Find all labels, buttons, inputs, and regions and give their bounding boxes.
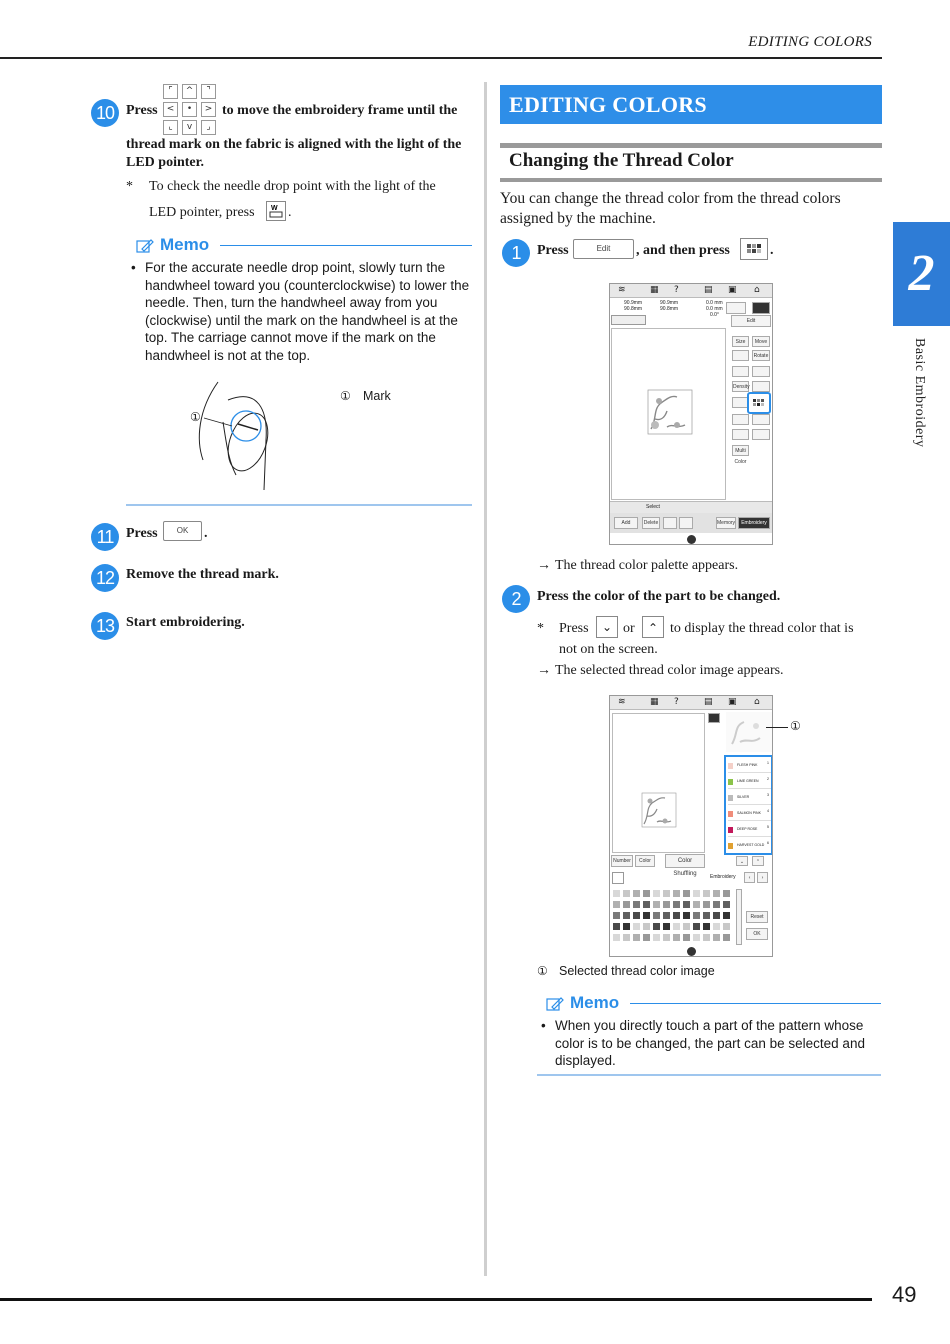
selected-thread-image — [726, 712, 772, 752]
palette-swatch[interactable] — [642, 933, 651, 942]
palette-swatch[interactable] — [702, 933, 711, 942]
palette-swatch[interactable] — [682, 900, 691, 909]
palette-swatch[interactable] — [622, 889, 631, 898]
redo-button[interactable] — [679, 517, 693, 529]
palette-swatch[interactable] — [652, 922, 661, 931]
screen-edit — [609, 283, 773, 545]
led-pointer-button[interactable] — [266, 201, 286, 221]
memo1-bottom-rule — [126, 504, 472, 506]
palette-key[interactable] — [740, 238, 768, 260]
palette-swatch[interactable] — [722, 911, 731, 920]
palette-swatch[interactable] — [662, 922, 671, 931]
flip-button[interactable] — [732, 366, 749, 377]
thread-swatch — [728, 811, 733, 817]
callout-line — [766, 727, 788, 728]
selected-part-preview — [726, 712, 772, 752]
svg-text:W: W — [271, 205, 278, 212]
step2-text: Press the color of the part to be changed. — [537, 589, 781, 604]
palette-swatch[interactable] — [712, 900, 721, 909]
arrow-downleft-icon[interactable]: ⌞ — [163, 120, 178, 135]
intro-text: You can change the thread color from the thread colors assigned by the machine. — [500, 190, 841, 227]
text-button[interactable] — [732, 414, 749, 425]
thread-name: SALMON PINK — [737, 811, 761, 815]
caption2-text: Selected thread color image — [559, 964, 715, 978]
screen2-canvas[interactable] — [612, 713, 705, 853]
note2-text-b: not on the screen. — [559, 642, 658, 657]
palette-swatch[interactable] — [692, 911, 701, 920]
step12-text: Remove the thread mark. — [126, 567, 279, 582]
palette-swatch[interactable] — [682, 922, 691, 931]
screen2-bottom-indicator — [687, 947, 696, 956]
screen1-bottom-indicator — [687, 535, 696, 544]
result2-arrow: → — [537, 663, 551, 678]
step10-text-b: thread mark on the fabric is aligned with the light of the LED pointer. — [126, 137, 462, 170]
result1-text: The thread color palette appears. — [555, 558, 739, 573]
thread-swatch — [728, 763, 733, 769]
readout-2: 90.8mm — [624, 306, 643, 312]
chevron-left-icon: ‹ — [748, 875, 751, 881]
readout-5: 0.0 mm — [706, 300, 723, 306]
home-icon: ⌂ — [754, 285, 760, 295]
chapter-tab: 2 — [893, 222, 950, 326]
color-palette-grid[interactable] — [612, 889, 734, 945]
number-button[interactable]: Number — [611, 855, 633, 867]
palette-swatch[interactable] — [642, 889, 651, 898]
palette-swatch[interactable] — [702, 889, 711, 898]
memo1-text: For the accurate needle drop point, slowly turn the handwheel toward you (counterclockwise) to lower the needle. Then, turn the handwheel away from you (clockwise) until the mark on the handwheel is at the top. The carriage cannot move if the mark on the handwheel is not at the top. — [145, 260, 470, 363]
thread-name: FLESH PINK — [737, 763, 758, 767]
palette-swatch[interactable] — [672, 889, 681, 898]
palette-swatch[interactable] — [692, 922, 701, 931]
center-dot-icon[interactable]: • — [182, 102, 197, 117]
palette-swatch[interactable] — [632, 911, 641, 920]
step-number-2: 2 — [502, 585, 530, 613]
arrow-right-icon[interactable]: > — [201, 102, 216, 117]
list-down-button[interactable] — [736, 856, 748, 866]
settings-icon: ▤ — [704, 697, 713, 707]
arrow-left-icon[interactable]: < — [163, 102, 178, 117]
lock-icon: ▣ — [728, 697, 737, 707]
ok-button[interactable]: OK — [746, 928, 768, 940]
step1-then: , and then press — [636, 243, 730, 258]
delete-button[interactable]: Delete — [642, 517, 660, 529]
step10-press: Press — [126, 103, 158, 118]
palette-swatch[interactable] — [612, 900, 621, 909]
scr-icon-c[interactable] — [752, 381, 770, 392]
note2-or: or — [623, 621, 635, 636]
note10-end: . — [288, 205, 292, 220]
palette-swatch[interactable] — [692, 900, 701, 909]
next-button[interactable] — [757, 872, 768, 883]
select-bar — [610, 501, 773, 513]
note2-press: Press — [559, 621, 589, 636]
memory-icon: ▦ — [650, 285, 659, 295]
double-chevron-up-icon: ⌃ — [647, 621, 659, 635]
help-icon: ? — [674, 697, 679, 707]
screen1-icon-btn-2[interactable] — [752, 302, 770, 314]
palette-swatch[interactable] — [692, 933, 701, 942]
thread-number: 3 — [767, 793, 769, 797]
palette-swatch[interactable] — [682, 933, 691, 942]
color-shuffling-button[interactable]: Color Shuffling — [665, 854, 705, 868]
thread-swatch — [728, 779, 733, 785]
chapter-tab-label: Basic Embroidery — [912, 338, 927, 448]
arrow-upright-icon[interactable]: ⌝ — [201, 84, 216, 99]
palette-swatch[interactable] — [702, 911, 711, 920]
memo1-title: Memo — [160, 235, 210, 254]
color-palette-icon — [741, 239, 767, 259]
result2-text: The selected thread color image appears. — [555, 663, 784, 678]
palette-swatch[interactable] — [652, 900, 661, 909]
palette-button-highlight[interactable] — [747, 392, 771, 414]
running-header: EDITING COLORS — [748, 34, 872, 50]
settings-icon: ▤ — [704, 285, 713, 295]
multi-color-button[interactable]: Multi Color — [732, 445, 749, 456]
palette-swatch[interactable] — [722, 922, 731, 931]
current-color-swatch — [612, 872, 624, 884]
memo2-rule — [630, 1003, 881, 1004]
rotate-button[interactable]: Rotate — [752, 350, 770, 361]
memo2-title: Memo — [570, 993, 620, 1012]
palette-swatch[interactable] — [662, 911, 671, 920]
palette-swatch[interactable] — [722, 889, 731, 898]
step13-text: Start embroidering. — [126, 615, 245, 630]
readout-1: 90.9mm — [624, 300, 643, 306]
palette-swatch[interactable] — [682, 889, 691, 898]
palette-swatch[interactable] — [642, 900, 651, 909]
scr-icon-a[interactable] — [732, 350, 749, 361]
thread-item-1[interactable] — [728, 760, 771, 773]
note10-line2: LED pointer, press — [149, 205, 255, 220]
double-chevron-down-icon: ⌄ — [601, 620, 613, 634]
palette-swatch[interactable] — [652, 911, 661, 920]
palette-swatch[interactable] — [672, 933, 681, 942]
ok-key[interactable]: OK — [163, 521, 202, 541]
caption2-num: ① — [537, 964, 548, 978]
subsection-title: Changing the Thread Color — [509, 150, 734, 171]
screen2-callout: ① — [790, 719, 801, 733]
led-pointer-icon — [267, 202, 285, 220]
step1-press: Press — [537, 243, 569, 258]
chevron-right-icon: › — [761, 875, 764, 881]
move-button[interactable]: Move — [752, 336, 770, 347]
memory-icon: ▦ — [650, 697, 659, 707]
footer-rule — [0, 1298, 872, 1301]
palette-swatch[interactable] — [632, 889, 641, 898]
palette-swatch[interactable] — [682, 911, 691, 920]
memo1-rule — [220, 245, 472, 246]
readout-6: 0.0 mm — [706, 306, 723, 312]
screen1-icon-btn-1[interactable] — [726, 302, 746, 314]
screen1-top-bar — [610, 284, 773, 298]
thread-number: 6 — [767, 841, 769, 845]
thread-item-3[interactable] — [728, 792, 771, 805]
arrow-upleft-icon[interactable]: ⌜ — [163, 84, 178, 99]
palette-swatch[interactable] — [702, 900, 711, 909]
color-button[interactable]: Color — [635, 855, 655, 867]
subsection-bar-bottom — [500, 178, 882, 182]
thread-swatch — [728, 843, 733, 849]
palette-swatch[interactable] — [672, 922, 681, 931]
thread-list[interactable] — [724, 755, 773, 855]
thread-item-2[interactable] — [728, 776, 771, 789]
palette-swatch[interactable] — [712, 889, 721, 898]
header-rule — [0, 57, 882, 59]
screen2-top-bar — [610, 696, 773, 710]
select-label: Select — [646, 504, 660, 510]
palette-swatch[interactable] — [632, 933, 641, 942]
palette-swatch[interactable] — [622, 900, 631, 909]
palette-swatch[interactable] — [672, 900, 681, 909]
embroidery-button[interactable]: Embroidery — [738, 517, 770, 529]
handwheel-illustration — [188, 380, 288, 495]
step-number-12: 12 — [91, 564, 119, 592]
arrow-key-grid — [163, 84, 217, 136]
palette-swatch[interactable] — [652, 889, 661, 898]
palette-swatch[interactable] — [662, 889, 671, 898]
palette-swatch[interactable] — [622, 911, 631, 920]
palette-swatch[interactable] — [622, 933, 631, 942]
color-palette-icon — [749, 394, 769, 412]
thread-swatch — [728, 795, 733, 801]
memo-pencil-icon — [546, 996, 564, 1012]
screen-color-palette — [609, 695, 773, 957]
step10-text-a: to move the embroidery frame until the — [222, 103, 458, 118]
palette-swatch[interactable] — [692, 889, 701, 898]
figure-legend-text: Mark — [363, 389, 391, 403]
readout-4: 90.8mm — [660, 306, 679, 312]
scroll-down-button[interactable] — [596, 616, 618, 638]
result1-arrow: → — [537, 558, 551, 573]
wifi-icon: ≋ — [618, 697, 626, 707]
memo-pencil-icon — [136, 238, 154, 254]
palette-swatch[interactable] — [642, 911, 651, 920]
palette-swatch[interactable] — [672, 911, 681, 920]
double-chevron-down-icon: ⌄ — [739, 859, 745, 865]
scr-icon-e[interactable] — [752, 414, 770, 425]
size-button[interactable]: Size — [732, 336, 749, 347]
reset-button[interactable]: Reset — [746, 911, 768, 923]
palette-swatch[interactable] — [722, 933, 731, 942]
undo-button[interactable] — [663, 517, 677, 529]
palette-scrollbar[interactable] — [736, 889, 742, 945]
zoom-tools[interactable] — [611, 315, 646, 325]
palette-swatch[interactable] — [702, 922, 711, 931]
page-number: 49 — [892, 1282, 917, 1307]
list-up-button[interactable] — [752, 856, 764, 866]
memo2-bottom-rule — [537, 1074, 881, 1076]
palette-swatch[interactable] — [612, 922, 621, 931]
palette-swatch[interactable] — [712, 922, 721, 931]
step-number-13: 13 — [91, 612, 119, 640]
edit-key[interactable]: Edit — [573, 239, 634, 259]
figure-callout: ① — [190, 410, 201, 424]
thread-number: 4 — [767, 809, 769, 813]
step-number-1: 1 — [502, 239, 530, 267]
note2-text-a: to display the thread color that is — [670, 621, 854, 636]
thread-swatch — [728, 827, 733, 833]
scroll-up-button[interactable] — [642, 616, 664, 638]
section-title: EDITING COLORS — [500, 85, 882, 124]
embroidery-label: Embroidery — [710, 874, 736, 880]
figure-legend-num: ① — [340, 389, 351, 403]
thread-number: 1 — [767, 761, 769, 765]
note2-star: * — [537, 621, 544, 636]
step11-end: . — [204, 526, 208, 541]
palette-swatch[interactable] — [622, 922, 631, 931]
memo2-bullet: • — [541, 1018, 546, 1033]
double-chevron-up-icon: ⌃ — [755, 859, 761, 865]
readout-7: 0.0° — [710, 312, 719, 318]
note10-star: * — [126, 179, 133, 194]
density-button[interactable]: Density — [732, 381, 749, 392]
screen1-canvas[interactable] — [611, 328, 726, 500]
step-number-10: 10 — [91, 99, 119, 127]
step11-press: Press — [126, 526, 158, 541]
thread-name: SILVER — [737, 795, 750, 799]
lock-icon: ▣ — [728, 285, 737, 295]
note10-line1: To check the needle drop point with the light of the — [149, 179, 436, 194]
arrow-downright-icon[interactable]: ⌟ — [201, 120, 216, 135]
palette-swatch[interactable] — [632, 900, 641, 909]
prev-button[interactable] — [744, 872, 755, 883]
thread-number: 5 — [767, 825, 769, 829]
palette-swatch[interactable] — [612, 889, 621, 898]
step-number-11: 11 — [91, 523, 119, 551]
palette-swatch[interactable] — [612, 933, 621, 942]
wifi-icon: ≋ — [618, 285, 626, 295]
palette-swatch[interactable] — [722, 900, 731, 909]
screen1-bottom-bar — [610, 513, 773, 533]
scr-icon-b[interactable] — [752, 366, 770, 377]
palette-swatch[interactable] — [632, 922, 641, 931]
step1-end: . — [770, 243, 774, 258]
home-icon: ⌂ — [754, 697, 760, 707]
help-icon: ? — [674, 285, 679, 295]
memo2-text: When you directly touch a part of the pattern whose color is to be changed, the part can be selected and displayed. — [555, 1018, 865, 1068]
thread-name: LIME GREEN — [737, 779, 759, 783]
palette-swatch[interactable] — [662, 933, 671, 942]
thread-item-5[interactable] — [728, 824, 771, 837]
add-button[interactable]: Add — [614, 517, 638, 529]
palette-swatch[interactable] — [652, 933, 661, 942]
thread-name: HARVEST GOLD — [737, 843, 765, 847]
palette-swatch[interactable] — [712, 911, 721, 920]
screen1-edit-button[interactable]: Edit — [731, 315, 771, 327]
scr-icon-f[interactable] — [732, 429, 749, 440]
thread-name: DEEP ROSE — [737, 827, 758, 831]
thread-item-6[interactable] — [728, 840, 771, 853]
scr-icon-g[interactable] — [752, 429, 770, 440]
palette-swatch[interactable] — [712, 933, 721, 942]
arrow-up-icon[interactable]: ^ — [182, 84, 197, 99]
pattern-preview — [641, 792, 677, 828]
arrow-down-icon[interactable]: v — [182, 120, 197, 135]
column-divider — [484, 82, 487, 1276]
palette-swatch[interactable] — [662, 900, 671, 909]
palette-swatch[interactable] — [642, 922, 651, 931]
embroidery-pattern-preview — [647, 389, 693, 435]
memory-button[interactable]: Memory — [716, 517, 736, 529]
palette-swatch[interactable] — [612, 911, 621, 920]
subsection-bar-top — [500, 143, 882, 148]
thread-item-4[interactable] — [728, 808, 771, 821]
memo1-bullet: • — [131, 260, 136, 275]
readout-3: 90.9mm — [660, 300, 679, 306]
screen2-icon-btn[interactable] — [708, 713, 720, 723]
thread-number: 2 — [767, 777, 769, 781]
